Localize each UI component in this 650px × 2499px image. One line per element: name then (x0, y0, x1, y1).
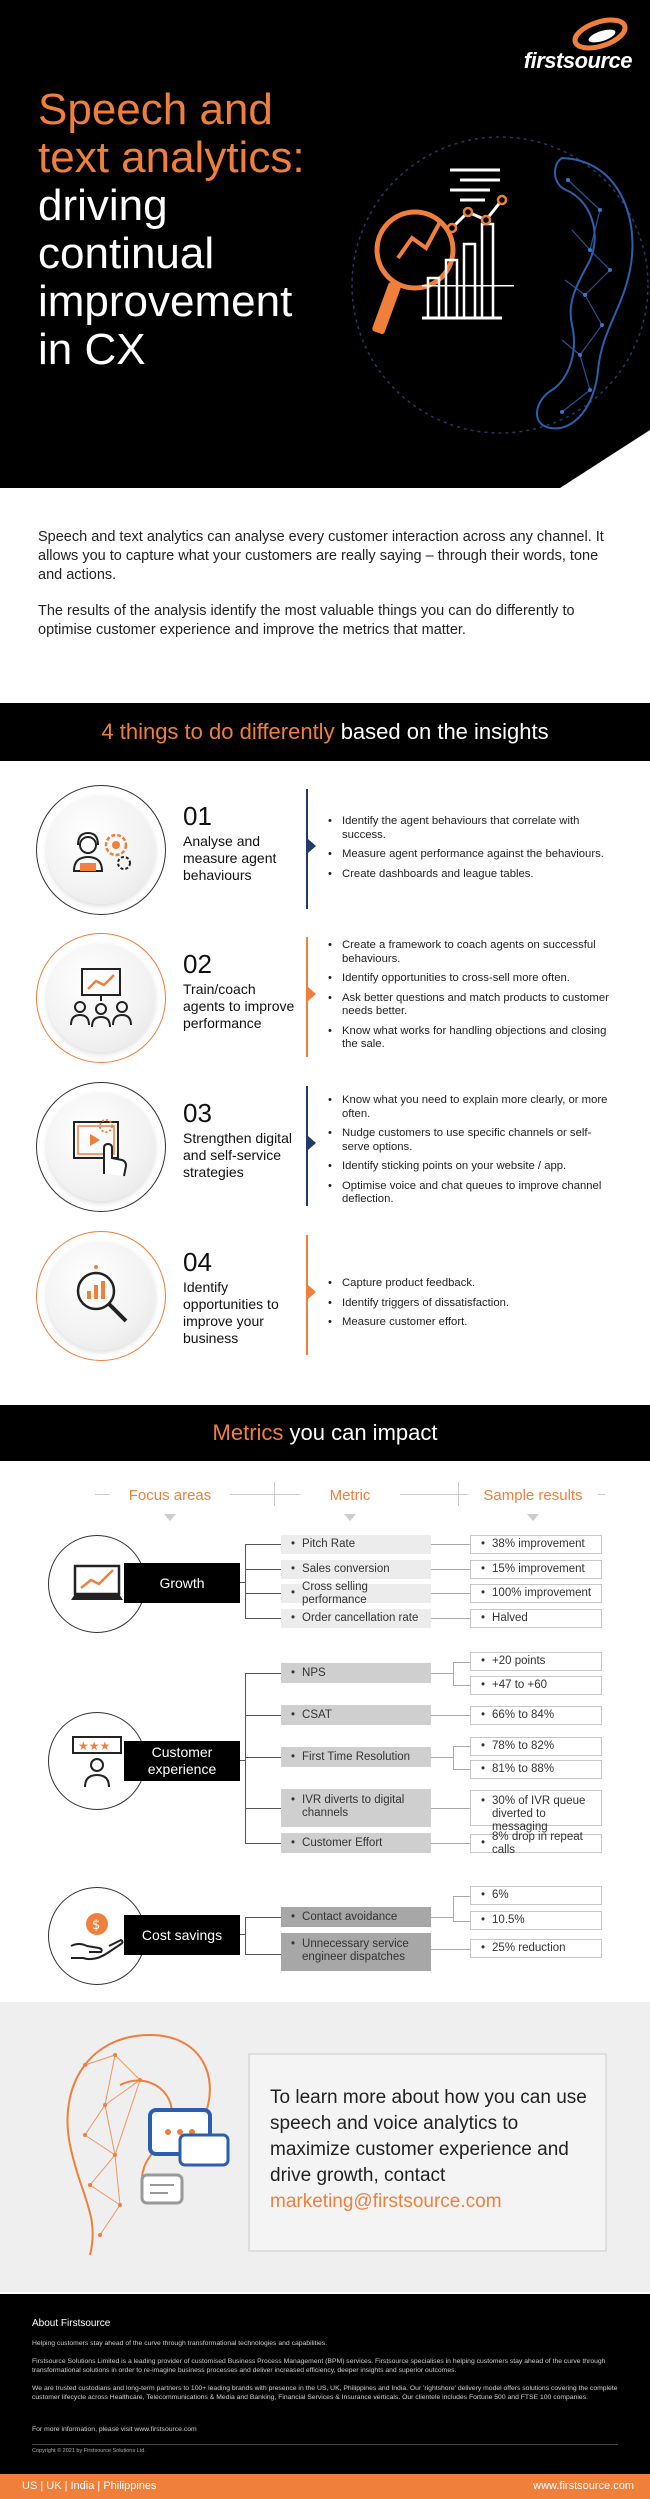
dotted-connector (431, 1618, 470, 1619)
hero-banner (0, 0, 650, 488)
metric-label: Cross selling performance (302, 1580, 368, 1606)
thing-number: 03 (183, 1098, 212, 1128)
dotted-connector (453, 1769, 470, 1770)
thing-arrow-icon (308, 987, 316, 1001)
metric-item: • Cross selling performance (281, 1584, 431, 1603)
cta-text (270, 2085, 600, 2215)
result-item: • 6% (470, 1886, 602, 1905)
metric-item: • Order cancellation rate (281, 1609, 431, 1628)
result-value: 100% improvement (492, 1587, 592, 1599)
result-value: Halved (492, 1612, 528, 1624)
thing-actions-list (328, 939, 618, 1058)
list-item: • Measure agent performance against the behaviours. (328, 848, 618, 862)
result-item: • 15% improvement (470, 1560, 602, 1579)
metric-item: • IVR diverts to digital channels (281, 1789, 431, 1827)
hero-title-line: driving (38, 181, 168, 230)
result-value: 38% improvement (492, 1538, 585, 1550)
metric-item: • Sales conversion (281, 1560, 431, 1579)
thing-number: 02 (183, 949, 212, 979)
connector-line (245, 1544, 246, 1619)
footer-website-link[interactable]: www.firstsource.com (533, 2480, 634, 2492)
dotted-connector (453, 1896, 470, 1897)
thing-icon-circle (36, 785, 166, 915)
metric-item: • Contact avoidance (281, 1907, 431, 1927)
touch-screen-icon (66, 1112, 136, 1182)
result-value: 6% (492, 1889, 509, 1901)
svg-text:$: $ (92, 1918, 101, 1933)
dotted-connector (431, 1569, 470, 1570)
connector-line (245, 1917, 246, 1954)
connector-line (245, 1673, 246, 1843)
dotted-connector (431, 1949, 470, 1950)
chevron-down-icon (527, 1514, 539, 1521)
result-item: • 30% of IVR queue diverted to messaging (470, 1790, 602, 1826)
dotted-connector (431, 1757, 453, 1758)
result-value: 15% improvement (492, 1563, 585, 1575)
intro-paragraph: Speech and text analytics can analyse every customer interaction across any channel. It allows you to capture what your customers are really saying – through their words, tone and actions. (38, 529, 604, 583)
about-paragraph: Firstsource Solutions Limited is a leading provider of customised Business Process Management (BPM) services. Firstsource specialises in helping customers stay ahead of the curve through transformational solutions in order to re-imagine business processes and deliver increased efficiency, deeper insights and superior outcomes. (32, 2358, 606, 2374)
result-item: • 66% to 84% (470, 1706, 602, 1725)
metric-label: Pitch Rate (302, 1538, 356, 1550)
result-item: • 100% improvement (470, 1584, 602, 1603)
magnifier-chart-icon (66, 1261, 136, 1331)
result-value: 25% reduction (492, 1942, 566, 1954)
thing-number: 01 (183, 801, 212, 831)
metric-label: IVR diverts to digital channels (302, 1794, 405, 1819)
svg-text:★★★: ★★★ (78, 1739, 111, 1753)
about-title: About Firstsource (32, 2318, 111, 2329)
thing-actions-list (328, 1277, 618, 1336)
metric-label: CSAT (302, 1708, 332, 1721)
cta-box (248, 2053, 607, 2252)
thing-title: Strengthen digital and self-service strategies (183, 1130, 292, 1180)
connector-line (245, 1673, 281, 1674)
metric-label: Customer Effort (302, 1836, 383, 1849)
chevron-down-icon (344, 1514, 356, 1521)
result-value: 78% to 82% (492, 1740, 555, 1752)
heading-highlight: 4 things to do differently (101, 719, 335, 744)
metrics-section-heading (0, 1405, 650, 1461)
training-presentation-icon (66, 963, 136, 1033)
hero-title-line: in CX (38, 325, 146, 374)
thing-number: 04 (183, 1247, 212, 1277)
chevron-down-icon (164, 1514, 176, 1521)
connector-line (245, 1808, 281, 1809)
result-item: • 81% to 88% (470, 1760, 602, 1779)
result-item: • 38% improvement (470, 1535, 602, 1554)
hero-title-line: continual (38, 229, 215, 278)
result-item: • +20 points (470, 1652, 602, 1671)
heading-highlight: Metrics (212, 1420, 284, 1445)
result-item: • 8% drop in repeat calls (470, 1834, 602, 1853)
list-item: • Identify sticking points on your website / app. (328, 1160, 618, 1174)
result-item: • 25% reduction (470, 1939, 602, 1958)
header-separator (458, 1482, 459, 1506)
list-item: • Identify opportunities to cross-sell more often. (328, 972, 618, 986)
metric-item: • Unnecessary service engineer dispatches (281, 1933, 431, 1971)
connector-line (245, 1569, 281, 1570)
copyright: Copyright © 2021 by Firstsource Solutions Ltd. (32, 2448, 146, 2454)
intro-text (38, 528, 618, 657)
connector-line (245, 1618, 281, 1619)
dotted-connector (431, 1673, 453, 1674)
list-item: • Capture product feedback. (328, 1277, 618, 1291)
footer (0, 2294, 650, 2474)
about-paragraph: Helping customers stay ahead of the curve through transformational technologies and capabilities. (32, 2340, 328, 2347)
result-value: 8% drop in repeat calls (492, 1830, 583, 1856)
footer-divider (32, 2444, 618, 2445)
thing-title: Train/coach agents to improve performance (183, 981, 295, 1031)
thing-arrow-icon (308, 839, 316, 853)
metric-label: Order cancellation rate (302, 1612, 419, 1624)
ear-chat-illustration (30, 2025, 260, 2275)
metric-label: Sales conversion (302, 1563, 390, 1575)
thing-arrow-icon (308, 1285, 316, 1299)
dotted-connector (431, 1808, 470, 1809)
result-item: • Halved (470, 1609, 602, 1628)
thing-card-01 (0, 779, 650, 919)
dotted-connector (431, 1715, 470, 1716)
metric-item: • NPS (281, 1663, 431, 1683)
about-paragraph: We are trusted custodians and long-term partners to 100+ leading brands with presence in the US, UK, Philippines and India. Our 'rightshore' delivery model offers solutions covering the complete customer lifecycle across Healthcare, Telecommunications & Media and Banking, Financial Services & Insurance verticals. Our clientele includes Fortune 500 and FTSE 100 companies. (32, 2385, 618, 2401)
connector-line (245, 1544, 281, 1545)
list-item: • Nudge customers to use specific channels or self-serve options. (328, 1127, 618, 1154)
footer-regions: US | UK | India | Philippines (22, 2480, 157, 2492)
thing-arrow-icon (308, 1136, 316, 1150)
column-header-focus: Focus areas (110, 1487, 230, 1504)
dotted-connector (431, 1593, 470, 1594)
dotted-connector (453, 1662, 470, 1663)
result-item: • 10.5% (470, 1911, 602, 1930)
thing-card-03 (0, 1076, 650, 1216)
metric-label: Contact avoidance (302, 1910, 398, 1923)
list-item: • Create a framework to coach agents on successful behaviours. (328, 939, 618, 966)
thing-icon-circle (36, 1231, 166, 1361)
result-value: 30% of IVR queue diverted to messaging (492, 1795, 586, 1833)
dotted-connector (453, 1746, 470, 1747)
result-value: +20 points (492, 1655, 546, 1667)
metric-item: • First Time Resolution (281, 1747, 431, 1767)
focus-label-growth: Growth (124, 1563, 240, 1603)
rating-stars-icon (69, 1733, 125, 1789)
thing-actions-list (328, 815, 618, 887)
result-value: 10.5% (492, 1914, 525, 1926)
metric-label: Unnecessary service engineer dispatches (302, 1938, 409, 1963)
dotted-connector (431, 1544, 470, 1545)
firstsource-logo[interactable] (492, 14, 632, 74)
connector-line (245, 1954, 281, 1955)
dotted-connector (453, 1921, 470, 1922)
result-value: +47 to +60 (492, 1679, 548, 1691)
result-value: 66% to 84% (492, 1709, 555, 1721)
connector-line (245, 1917, 281, 1918)
column-header-metric: Metric (300, 1487, 400, 1504)
hero-title-line: text analytics: (38, 133, 305, 182)
hero-title-line: improvement (38, 277, 293, 326)
hero-title-line: Speech and (38, 85, 273, 134)
dotted-connector (453, 1896, 454, 1921)
thing-title: Analyse and measure agent behaviours (183, 833, 277, 883)
dotted-connector (453, 1685, 470, 1686)
list-item: • Measure customer effort. (328, 1316, 618, 1330)
metric-item: • Pitch Rate (281, 1535, 431, 1554)
thing-card-02 (0, 927, 650, 1067)
connector-line (245, 1715, 281, 1716)
thing-icon-circle (36, 933, 166, 1063)
list-item: • Optimise voice and chat queues to improve channel deflection. (328, 1180, 618, 1207)
connector-line (245, 1593, 281, 1594)
column-header-results: Sample results (468, 1487, 598, 1504)
metric-item: • CSAT (281, 1705, 431, 1725)
footer-bar (0, 2474, 650, 2499)
dotted-connector (431, 1917, 453, 1918)
hero-corner-wedge (560, 430, 650, 488)
list-item: • Identify the agent behaviours that correlate with success. (328, 815, 618, 842)
result-item: • +47 to +60 (470, 1676, 602, 1695)
analytics-ear-illustration (340, 120, 650, 450)
laptop-growth-icon (69, 1556, 125, 1612)
list-item: • Know what you need to explain more clearly, or more often. (328, 1094, 618, 1121)
list-item: • Know what works for handling objections and closing the sale. (328, 1025, 618, 1052)
hand-dollar-icon (69, 1908, 125, 1964)
heading-rest: you can impact (283, 1420, 438, 1445)
thing-icon-circle (36, 1082, 166, 1212)
list-item: • Create dashboards and league tables. (328, 868, 618, 882)
logo-wordmark: firstsource (523, 48, 632, 73)
cta-email-link[interactable]: marketing@firstsource.com (270, 2191, 502, 2212)
focus-label-cost-savings: Cost savings (124, 1915, 240, 1955)
thing-actions-list (328, 1094, 618, 1213)
cta-message: To learn more about how you can use speech and voice analytics to maximize customer experience and drive growth, contact (270, 2087, 587, 2186)
intro-paragraph: The results of the analysis identify the most valuable things you can do differently to optimise customer experience and improve the metrics that matter. (38, 603, 575, 638)
connector-line (245, 1757, 281, 1758)
dotted-connector (431, 1843, 470, 1844)
agent-gears-icon (66, 815, 136, 885)
metric-label: First Time Resolution (302, 1750, 411, 1763)
things-section-heading (0, 703, 650, 761)
thing-card-04 (0, 1225, 650, 1365)
heading-rest: based on the insights (334, 719, 549, 744)
result-value: 81% to 88% (492, 1763, 555, 1775)
dotted-connector (453, 1746, 454, 1769)
header-separator (274, 1482, 275, 1506)
about-paragraph: For more information, please visit www.firstsource.com (32, 2426, 197, 2433)
metric-label: NPS (302, 1666, 326, 1679)
focus-label-customer-experience: Customer experience (124, 1741, 240, 1781)
dotted-connector (453, 1662, 454, 1685)
metric-item: • Customer Effort (281, 1833, 431, 1853)
result-item: • 78% to 82% (470, 1737, 602, 1756)
list-item: • Ask better questions and match products to customer needs better. (328, 992, 618, 1019)
list-item: • Identify triggers of dissatisfaction. (328, 1297, 618, 1311)
connector-line (245, 1843, 281, 1844)
thing-title: Identify opportunities to improve your business (183, 1279, 279, 1346)
